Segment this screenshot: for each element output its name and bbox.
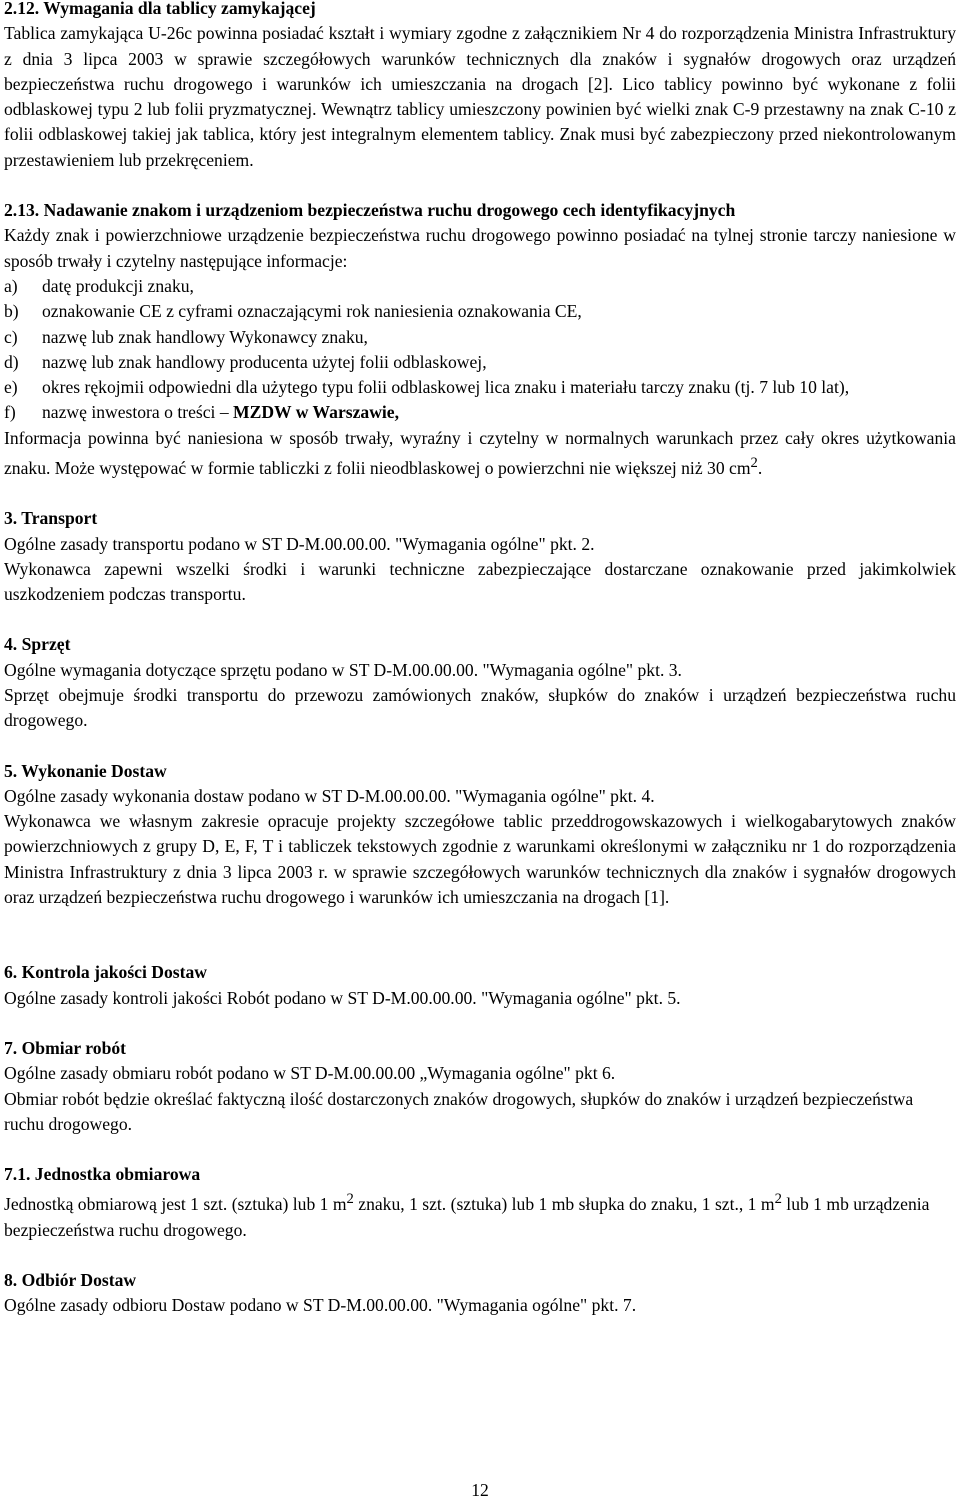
section-heading-quality: 6. Kontrola jakości Dostaw bbox=[4, 962, 207, 983]
paragraph-delivery-detail: Wykonawca we własnym zakresie opracuje projekty szczegółowe tablic przeddrogowskazowych i wielkogabarytowych znaków powierzchniowych z grupy D, E, F, T i tabliczek tekstowych zgodnie z warunkami określonymi w załączniku nr 1 do rozporządzenia Ministra Infrastruktury z dnia 3 lipca 2003 r. w sprawie szczegółowych warunków technicznych dla znaków i sygnałów drogowych oraz urządzeń bezpieczeństwa ruchu drogowego i warunków ich umieszczania na drogach [1]. bbox=[4, 811, 956, 908]
list-item: a) datę produkcji znaku, bbox=[4, 275, 194, 296]
paragraph-quality-general: Ogólne zasady kontroli jakości Robót podano w ST D-M.00.00.00. "Wymagania ogólne" pkt. 5. bbox=[4, 987, 681, 1008]
paragraph-transport-general: Ogólne zasady transportu podano w ST D-M.00.00.00. "Wymagania ogólne" pkt. 2. bbox=[4, 533, 595, 554]
paragraph-identification-outro: Informacja powinna być naniesiona w sposób trwały, wyraźny i czytelny w normalnych warunkach przez cały okres użytkowania znaku. Może występować w formie tabliczki z folii nieodblaskowej o powierzchni nie większej niż 30 $cm^2$. bbox=[4, 427, 956, 478]
section-heading-2-12: 2.12. Wymagania dla tablicy zamykającej bbox=[4, 0, 316, 18]
paragraph-identification-intro: Każdy znak i powierzchniowe urządzenie bezpieczeństwa ruchu drogowego powinno posiadać na tylnej stronie tarczy naniesione w sposób trwały i czytelny następujące informacje: bbox=[4, 225, 956, 271]
list-item: b) oznakowanie CE z cyframi oznaczającymi rok naniesienia oznakowania CE, bbox=[4, 301, 582, 322]
document-page bbox=[4, 0, 956, 1318]
paragraph-acceptance-general: Ogólne zasady odbioru Dostaw podano w ST D-M.00.00.00. "Wymagania ogólne" pkt. 7. bbox=[4, 1295, 637, 1316]
section-heading-transport: 3. Transport bbox=[4, 508, 98, 529]
section-heading-delivery: 5. Wykonanie Dostaw bbox=[4, 760, 167, 781]
list-item: c) nazwę lub znak handlowy Wykonawcy znaku, bbox=[4, 326, 368, 347]
paragraph-closing-board: Tablica zamykająca U-26c powinna posiadać kształt i wymiary zgodne z załącznikiem Nr 4 do rozporządzenia Ministra Infrastruktury z dnia 3 lipca 2003 w sprawie szczegółowych warunków technicznych dla znaków i sygnałów drogowych oraz urządzeń bezpieczeństwa ruchu drogowego i warunków ich umieszczania na drogach [2]. Lico tablicy powinno być wykonane z folii odblaskowej typu 2 lub folii pryzmatycznej. Wewnątrz tablicy umieszczony powinien być wielki znak C-9 przestawny na znak C-10 z folii odblaskowej takiej jak tablica, który jest integralnym elementem tablicy. Znak musi być zabezpieczony przed niekontrolowanym przestawieniem lub przekręceniem. bbox=[4, 23, 956, 170]
list-item: e) okres rękojmii odpowiedni dla użytego typu folii odblaskowej lica znaku i materiału tarczy znaku (tj. 7 lub 10 lat), bbox=[4, 377, 850, 398]
paragraph-equipment-general: Ogólne wymagania dotyczące sprzętu podano w ST D-M.00.00.00. "Wymagania ogólne" pkt. 3. bbox=[4, 659, 682, 680]
section-heading-equipment: 4. Sprzęt bbox=[4, 634, 71, 655]
section-heading-measurement: 7. Obmiar robót bbox=[4, 1037, 127, 1058]
paragraph-equipment-detail: Sprzęt obejmuje środki transportu do przewozu zamówionych znaków, słupków do znaków i urządzeń bezpieczeństwa ruchu drogowego. bbox=[4, 684, 956, 731]
identification-list bbox=[4, 274, 956, 426]
paragraph-unit-detail: Jednostką obmiarową jest 1 szt. (sztuka) lub 1 $m^2$ znaku, 1 szt. (sztuka) lub 1 mb słupka do znaku, 1 szt., 1 $m^2$ lub 1 mb urządzenia bezpieczeństwa ruchu drogowego. bbox=[4, 1191, 930, 1240]
section-heading-acceptance: 8. Odbiór Dostaw bbox=[4, 1269, 137, 1290]
paragraph-measurement-detail: Obmiar robót będzie określać faktyczną ilość dostarczonych znaków drogowych, słupków do znaków i urządzeń bezpieczeństwa ruchu drogowego. bbox=[4, 1088, 914, 1134]
investor-name: MZDW w Warszawie, bbox=[233, 402, 400, 423]
section-heading-unit: 7.1. Jednostka obmiarowa bbox=[4, 1164, 201, 1185]
list-item: f) nazwę inwestora o treści – MZDW w Warszawie, bbox=[4, 402, 400, 423]
section-heading-2-13: 2.13. Nadawanie znakom i urządzeniom bezpieczeństwa ruchu drogowego cech identyfikacyjnych bbox=[4, 200, 736, 221]
paragraph-transport-detail: Wykonawca zapewni wszelki środki i warunki techniczne zabezpieczające dostarczane oznakowanie przed jakimkolwiek uszkodzeniem podczas transportu. bbox=[4, 558, 956, 605]
paragraph-delivery-general: Ogólne zasady wykonania dostaw podano w ST D-M.00.00.00. "Wymagania ogólne" pkt. 4. bbox=[4, 785, 655, 806]
list-item: d) nazwę lub znak handlowy producenta użytej folii odblaskowej, bbox=[4, 351, 487, 372]
page-number: 12 bbox=[471, 1480, 489, 1500]
paragraph-measurement-general: Ogólne zasady obmiaru robót podano w ST D-M.00.00.00 „Wymagania ogólne" pkt 6. bbox=[4, 1063, 616, 1084]
